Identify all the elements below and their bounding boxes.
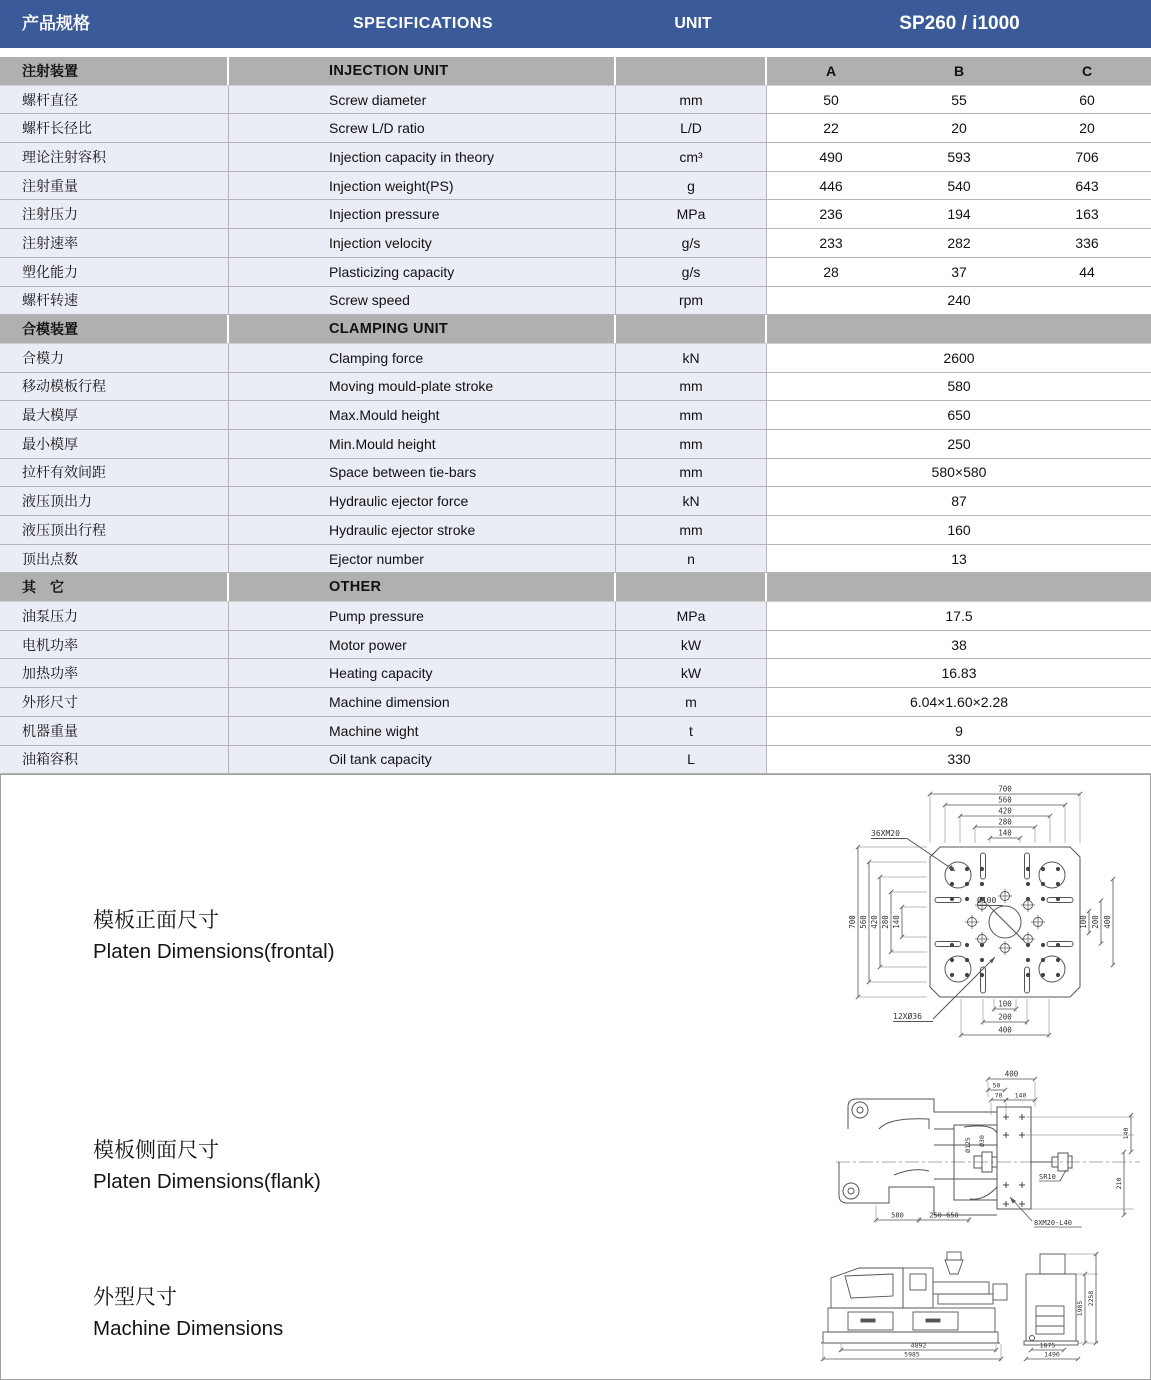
row-values: 87 xyxy=(767,487,1151,515)
dimension-label: 140 xyxy=(998,828,1012,838)
section-title-en: INJECTION UNIT xyxy=(229,57,616,85)
panel-title-en: Platen Dimensions(frontal) xyxy=(93,939,335,963)
row-label-en: Ejector number xyxy=(229,545,616,573)
title-bar xyxy=(0,0,1151,48)
dimension-label: 280 xyxy=(881,915,890,929)
frontal-dimension-lines xyxy=(848,785,1115,1039)
section-title-en: OTHER xyxy=(229,573,616,601)
title-unit: UNIT xyxy=(674,15,712,32)
row-label-zh: 机器重量 xyxy=(0,717,229,745)
row-values xyxy=(767,200,1151,228)
flank-dimension-lines xyxy=(874,1070,1134,1224)
row-values xyxy=(767,172,1151,200)
frontal-bolt-label: 36XM20 xyxy=(871,829,900,838)
dimension-label: 420 xyxy=(998,806,1012,816)
row-unit: mm xyxy=(616,373,767,401)
row-values xyxy=(767,143,1151,171)
dimension-label: 560 xyxy=(859,915,868,929)
dimension-label: 700 xyxy=(848,915,857,929)
row-label-zh: 液压顶出力 xyxy=(0,487,229,515)
row-label-zh: 拉杆有效间距 xyxy=(0,459,229,487)
table-row xyxy=(0,401,1151,430)
table-row xyxy=(0,602,1151,631)
title-specifications: SPECIFICATIONS xyxy=(352,15,494,32)
row-label-en: Pump pressure xyxy=(229,602,616,630)
row-value: 643 xyxy=(1075,177,1099,194)
row-label-en: Moving mould-plate stroke xyxy=(229,373,616,401)
dimension-label: 280 xyxy=(998,817,1012,827)
row-value: 706 xyxy=(1075,148,1099,165)
section-values-header xyxy=(767,57,1151,85)
row-unit: g xyxy=(616,172,767,200)
dimension-label: 1490 xyxy=(1044,1350,1060,1359)
table-row xyxy=(0,344,1151,373)
row-label-zh: 注射重量 xyxy=(0,172,229,200)
row-label-en: Injection weight(PS) xyxy=(229,172,616,200)
title-product-spec-zh: 产品规格 xyxy=(22,14,90,33)
table-row xyxy=(0,688,1151,717)
dimension-label: 140 xyxy=(892,915,901,929)
table-row xyxy=(0,258,1151,287)
row-values: 250 xyxy=(767,430,1151,458)
row-values: 580×580 xyxy=(767,459,1151,487)
section-title-zh: 注射装置 xyxy=(0,57,229,85)
dimension-label: 400 xyxy=(1004,1069,1019,1079)
row-unit: kW xyxy=(616,631,767,659)
row-unit: t xyxy=(616,717,767,745)
column-header: A xyxy=(825,62,837,79)
row-value: 28 xyxy=(823,263,839,280)
row-label-en: Screw speed xyxy=(229,287,616,315)
row-value: 55 xyxy=(951,91,967,108)
row-label-en: Injection capacity in theory xyxy=(229,143,616,171)
table-row xyxy=(0,114,1151,143)
row-unit: kN xyxy=(616,487,767,515)
table-row xyxy=(0,373,1151,402)
row-label-zh: 加热功率 xyxy=(0,659,229,687)
section-title-en: CLAMPING UNIT xyxy=(229,315,616,343)
table-row xyxy=(0,172,1151,201)
section-unit-cell xyxy=(616,57,767,85)
machine-outline-drawing xyxy=(793,1246,1151,1378)
flank-platen-drawing xyxy=(834,1067,1144,1237)
dimension-label: 560 xyxy=(998,795,1012,805)
row-value: 236 xyxy=(819,206,843,223)
panel-title-zh: 模板侧面尺寸 xyxy=(93,1139,219,1162)
dimension-label: 100 xyxy=(998,999,1012,1009)
table-row xyxy=(0,631,1151,660)
row-values: 580 xyxy=(767,373,1151,401)
row-value: 37 xyxy=(951,263,967,280)
column-header: B xyxy=(953,62,965,79)
panel-title-zh: 模板正面尺寸 xyxy=(93,909,219,932)
table-row xyxy=(0,516,1151,545)
flank-text-labels xyxy=(964,1135,1082,1227)
table-row xyxy=(0,229,1151,258)
spec-table xyxy=(0,57,1151,774)
row-label-en: Plasticizing capacity xyxy=(229,258,616,286)
row-label-en: Machine dimension xyxy=(229,688,616,716)
table-row xyxy=(0,659,1151,688)
panel-label-machine xyxy=(93,1282,283,1343)
row-value: 44 xyxy=(1079,263,1095,280)
row-unit: MPa xyxy=(616,602,767,630)
row-label-zh: 注射速率 xyxy=(0,229,229,257)
section-unit-cell xyxy=(616,573,767,601)
flank-d125-label: Ø125 xyxy=(964,1137,972,1153)
dimension-label: 4892 xyxy=(910,1341,927,1350)
dimension-label: 2258 xyxy=(1087,1290,1095,1307)
row-unit: cm³ xyxy=(616,143,767,171)
panel-machine-dimensions xyxy=(0,1242,1151,1380)
row-values xyxy=(767,229,1151,257)
row-value: 540 xyxy=(947,177,971,194)
dimension-label: 5985 xyxy=(904,1350,920,1359)
row-label-en: Hydraulic ejector stroke xyxy=(229,516,616,544)
row-value: 50 xyxy=(823,91,839,108)
row-value: 163 xyxy=(1075,206,1099,223)
table-row xyxy=(0,430,1151,459)
row-value: 20 xyxy=(951,120,967,137)
dimension-label: 70 xyxy=(994,1091,1003,1100)
row-values: 17.5 xyxy=(767,602,1151,630)
panel-label-frontal xyxy=(93,905,335,966)
dimension-label: 1875 xyxy=(1039,1341,1056,1350)
row-values: 2600 xyxy=(767,344,1151,372)
row-label-zh: 螺杆直径 xyxy=(0,86,229,114)
dimension-label: 700 xyxy=(998,784,1012,794)
row-unit: mm xyxy=(616,516,767,544)
row-label-en: Heating capacity xyxy=(229,659,616,687)
title-model: SP260 / i1000 xyxy=(899,13,1020,34)
row-label-en: Motor power xyxy=(229,631,616,659)
row-value: 20 xyxy=(1079,120,1095,137)
flank-sr10-label: SR10 xyxy=(1039,1173,1056,1181)
dimension-label: 420 xyxy=(870,915,879,929)
row-label-en: Machine wight xyxy=(229,717,616,745)
dimension-label: 1985 xyxy=(1076,1300,1084,1317)
row-label-en: Injection pressure xyxy=(229,200,616,228)
row-values: 650 xyxy=(767,401,1151,429)
row-value: 282 xyxy=(947,234,971,251)
row-label-en: Clamping force xyxy=(229,344,616,372)
row-unit: mm xyxy=(616,430,767,458)
table-row xyxy=(0,746,1151,775)
dimension-label: 400 xyxy=(1103,915,1112,929)
row-value: 593 xyxy=(947,148,971,165)
row-label-zh: 螺杆长径比 xyxy=(0,114,229,142)
flank-hole-pattern xyxy=(1003,1114,1025,1207)
row-unit: MPa xyxy=(616,200,767,228)
dimension-label: 580 xyxy=(891,1211,904,1220)
row-unit: m xyxy=(616,688,767,716)
row-unit: g/s xyxy=(616,229,767,257)
row-unit: L/D xyxy=(616,114,767,142)
row-label-zh: 电机功率 xyxy=(0,631,229,659)
row-value: 336 xyxy=(1075,234,1099,251)
row-value: 490 xyxy=(819,148,843,165)
dimension-label: 210 xyxy=(1115,1177,1123,1190)
dimension-label: 140 xyxy=(1014,1091,1027,1100)
row-unit: mm xyxy=(616,86,767,114)
row-values xyxy=(767,86,1151,114)
row-unit: g/s xyxy=(616,258,767,286)
section-header-row xyxy=(0,573,1151,602)
column-header: C xyxy=(1081,62,1093,79)
panel-platen-frontal xyxy=(0,774,1151,1058)
row-unit: kN xyxy=(616,344,767,372)
dimension-label: 200 xyxy=(998,1012,1012,1022)
panel-title-en: Machine Dimensions xyxy=(93,1316,284,1340)
row-value: 194 xyxy=(947,206,971,223)
panel-title-en: Platen Dimensions(flank) xyxy=(93,1169,321,1193)
section-header-row xyxy=(0,57,1151,86)
row-values: 330 xyxy=(767,746,1151,774)
row-value: 22 xyxy=(823,120,839,137)
row-values xyxy=(767,114,1151,142)
row-label-zh: 油箱容积 xyxy=(0,746,229,774)
panel-platen-flank xyxy=(0,1057,1151,1243)
table-row xyxy=(0,717,1151,746)
row-value: 233 xyxy=(819,234,843,251)
section-unit-cell xyxy=(616,315,767,343)
row-label-en: Screw L/D ratio xyxy=(229,114,616,142)
row-values: 240 xyxy=(767,287,1151,315)
row-label-en: Injection velocity xyxy=(229,229,616,257)
dimension-label: 140 xyxy=(1122,1127,1130,1140)
row-unit: mm xyxy=(616,459,767,487)
row-values: 13 xyxy=(767,545,1151,573)
row-label-en: Screw diameter xyxy=(229,86,616,114)
dimension-label: 400 xyxy=(998,1025,1012,1035)
dimension-label: 200 xyxy=(1091,915,1100,929)
table-row xyxy=(0,459,1151,488)
row-values: 9 xyxy=(767,717,1151,745)
row-values: 6.04×1.60×2.28 xyxy=(767,688,1151,716)
section-title-zh: 其 它 xyxy=(0,573,229,601)
flank-bolts-label: 8XM20-L40 xyxy=(1034,1219,1072,1227)
frontal-platen-drawing xyxy=(843,779,1135,1055)
row-unit: kW xyxy=(616,659,767,687)
dimension-label: 250-650 xyxy=(929,1211,959,1220)
dimension-label: 50 xyxy=(992,1081,1001,1090)
row-label-zh: 合模力 xyxy=(0,344,229,372)
table-row xyxy=(0,545,1151,574)
section-values-header xyxy=(767,315,1151,343)
table-row xyxy=(0,200,1151,229)
row-label-zh: 油泵压力 xyxy=(0,602,229,630)
frontal-center-label: Ø100 xyxy=(977,896,997,905)
row-value: 446 xyxy=(819,177,843,194)
row-unit: mm xyxy=(616,401,767,429)
row-label-zh: 注射压力 xyxy=(0,200,229,228)
row-values: 160 xyxy=(767,516,1151,544)
row-label-zh: 外形尺寸 xyxy=(0,688,229,716)
row-label-en: Hydraulic ejector force xyxy=(229,487,616,515)
panel-label-flank xyxy=(93,1135,321,1196)
section-values-header xyxy=(767,573,1151,601)
row-label-en: Min.Mould height xyxy=(229,430,616,458)
row-label-en: Max.Mould height xyxy=(229,401,616,429)
table-row xyxy=(0,86,1151,115)
row-unit: n xyxy=(616,545,767,573)
row-unit: rpm xyxy=(616,287,767,315)
section-header-row xyxy=(0,315,1151,344)
row-label-en: Space between tie-bars xyxy=(229,459,616,487)
row-label-en: Oil tank capacity xyxy=(229,746,616,774)
dimension-label: 100 xyxy=(1079,915,1088,929)
row-unit: L xyxy=(616,746,767,774)
row-values: 38 xyxy=(767,631,1151,659)
row-label-zh: 理论注射容积 xyxy=(0,143,229,171)
row-label-zh: 最小模厚 xyxy=(0,430,229,458)
table-row xyxy=(0,487,1151,516)
table-row xyxy=(0,287,1151,316)
flank-d30-label: Ø30 xyxy=(978,1135,986,1147)
panel-title-zh: 外型尺寸 xyxy=(93,1286,177,1309)
frontal-hole-label: 12XØ36 xyxy=(893,1012,922,1021)
row-label-zh: 螺杆转速 xyxy=(0,287,229,315)
section-title-zh: 合模装置 xyxy=(0,315,229,343)
row-values xyxy=(767,258,1151,286)
row-label-zh: 液压顶出行程 xyxy=(0,516,229,544)
row-label-zh: 最大模厚 xyxy=(0,401,229,429)
row-values: 16.83 xyxy=(767,659,1151,687)
row-label-zh: 塑化能力 xyxy=(0,258,229,286)
row-value: 60 xyxy=(1079,91,1095,108)
row-label-zh: 移动模板行程 xyxy=(0,373,229,401)
row-label-zh: 顶出点数 xyxy=(0,545,229,573)
table-row xyxy=(0,143,1151,172)
